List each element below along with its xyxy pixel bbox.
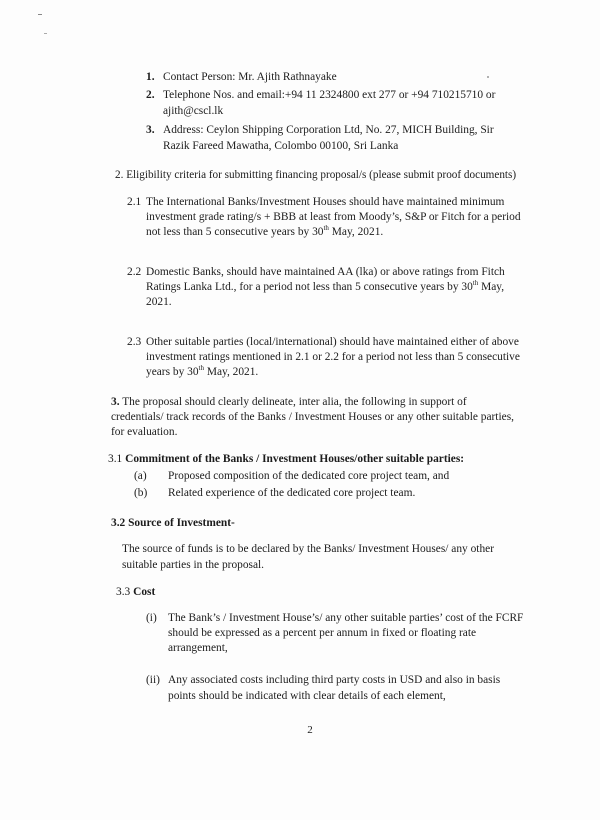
scan-speck: [38, 14, 42, 15]
subsection-3-2-text: The source of funds is to be declared by the Banks/ Investment Houses/ any other: [122, 543, 494, 555]
subsection-3-3-heading: 3.3 Cost: [116, 586, 156, 598]
address: Address: Ceylon Shipping Corporation Ltd, No. 27, MICH Building, Sir: [163, 124, 494, 136]
criterion-text-last: 2021.: [146, 296, 172, 308]
criterion-text-last: years by 30th May, 2021.: [146, 364, 259, 378]
cost-item-i: The Bank’s / Investment House’s/ any other suitable parties’ cost of the FCRF should be expressed as a percent per annum in fixed or floating rate: [168, 612, 524, 639]
item-text: Related experience of the dedicated core project team.: [168, 487, 416, 499]
criterion-text: Other suitable parties (local/international) should have maintained either of above investment ratings mentioned in 2.1 or 2.2 for a period not less than 5 consecutive: [146, 336, 520, 363]
item-label: (i): [146, 612, 157, 624]
section-number: 3.: [111, 396, 120, 408]
address-line-2: Razik Fareed Mawatha, Colombo 00100, Sri Lanka: [163, 140, 399, 152]
subsection-3-2-text-last: suitable parties in the proposal.: [122, 559, 265, 571]
item-label: (ii): [146, 674, 160, 686]
subsection-3-2-heading: 3.2 Source of Investment-: [111, 517, 235, 529]
item-text: Proposed composition of the dedicated core project team, and: [168, 470, 450, 482]
criterion-text: The International Banks/Investment Houses should have maintained minimum investment grade rating/s + BBB at least from Moody’s, S&P or Fitch for a period: [146, 196, 521, 223]
cost-item-ii-last: points should be indicated with clear details of each element,: [168, 690, 446, 702]
list-number: 2.: [146, 89, 155, 101]
section-3-paragraph: 3. The proposal should clearly delineate, inter alia, the following in support of credentials/ track records of the Banks / Investment Houses or any other suitable parties,: [111, 396, 514, 423]
email-line: ajith@cscl.lk: [163, 105, 224, 117]
criterion-label: 2.1: [127, 196, 142, 208]
criterion-text-last: not less than 5 consecutive years by 30th May, 2021.: [146, 224, 384, 238]
criterion-text: Domestic Banks, should have maintained AA (lka) or above ratings from Fitch Ratings Lanka Ltd., for a period not less than 5 consecutive years by 30th May,: [146, 266, 505, 293]
item-label: (a): [134, 470, 147, 482]
criterion-label: 2.2: [127, 266, 142, 278]
telephone-email: Telephone Nos. and email:+94 11 2324800 ext 277 or +94 710215710 or: [163, 89, 496, 101]
cost-item-ii: Any associated costs including third party costs in USD and also in basis: [168, 674, 501, 686]
subsection-3-1-heading: 3.1 Commitment of the Banks / Investment Houses/other suitable parties:: [108, 453, 465, 465]
scan-speck: [487, 76, 489, 78]
section-2-heading: 2. Eligibility criteria for submitting financing proposal/s (please submit proof documents): [115, 169, 517, 181]
list-number: 3.: [146, 124, 155, 136]
list-number: 1.: [146, 71, 155, 83]
criterion-label: 2.3: [127, 336, 142, 348]
cost-item-i-last: arrangement,: [168, 642, 228, 654]
contact-person: Contact Person: Mr. Ajith Rathnayake: [163, 71, 337, 83]
section-3-last-line: for evaluation.: [111, 426, 178, 438]
item-label: (b): [134, 487, 148, 499]
page-number: 2: [307, 724, 313, 736]
scan-speck: [44, 33, 47, 34]
